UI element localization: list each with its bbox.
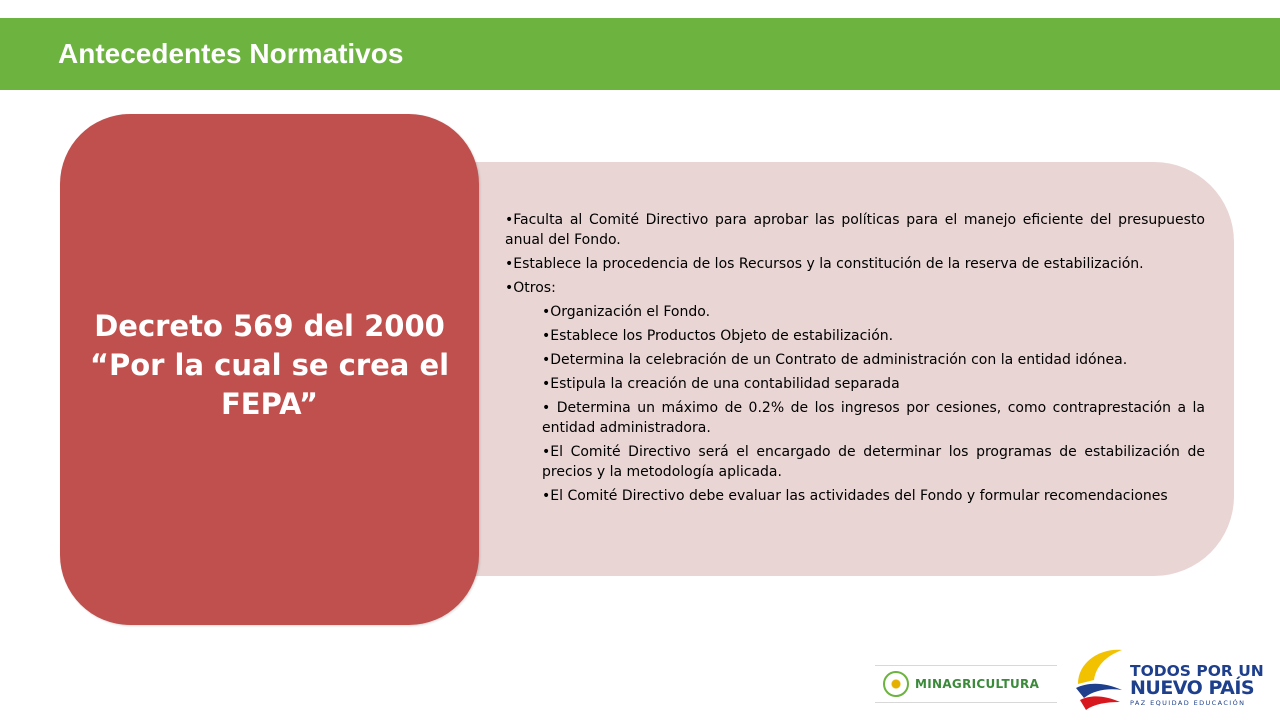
sub-bullet-item: •El Comité Directivo será el encargado de determinar los programas de estabilización de precios y la metodología aplicada. bbox=[542, 444, 1205, 480]
decree-line-1: Decreto 569 del 2000 bbox=[94, 309, 445, 343]
todos-por-un-nuevo-pais-logo bbox=[1070, 644, 1262, 714]
decree-title bbox=[90, 307, 450, 424]
decree-box bbox=[60, 114, 479, 625]
sub-bullet-item: •Determina la celebración de un Contrato de administración con la entidad idónea. bbox=[542, 352, 1128, 368]
logo-tagline: PAZ EQUIDAD EDUCACIÓN bbox=[1130, 699, 1246, 707]
sub-bullet-item: •Estipula la creación de una contabilidad separada bbox=[542, 376, 900, 392]
minagricultura-logo bbox=[875, 665, 1057, 703]
sub-bullet-item: •El Comité Directivo debe evaluar las actividades del Fondo y formular recomendaciones bbox=[542, 488, 1168, 504]
bullet-item: •Faculta al Comité Directivo para aprobar las políticas para el manejo eficiente del presupuesto anual del Fondo. bbox=[505, 212, 1205, 248]
decree-line-2: “Por la cual se crea el bbox=[89, 348, 450, 382]
minagricultura-label: MINAGRICULTURA bbox=[915, 677, 1040, 691]
sub-bullet-item: • Determina un máximo de 0.2% de los ingresos por cesiones, como contraprestación a la entidad administradora. bbox=[542, 400, 1205, 436]
coat-of-arms-icon bbox=[883, 671, 909, 697]
sub-bullet-item: •Organización el Fondo. bbox=[542, 304, 711, 320]
bullet-list bbox=[505, 210, 1205, 510]
logo-line-2: NUEVO PAÍS bbox=[1130, 677, 1255, 699]
sub-bullet-item: •Establece los Productos Objeto de estabilización. bbox=[542, 328, 894, 344]
flag-swoosh-icon bbox=[1070, 644, 1128, 714]
logo-line-1: TODOS POR UN bbox=[1130, 662, 1264, 680]
page-title: Antecedentes Normativos bbox=[58, 38, 404, 69]
bullet-item: •Otros: bbox=[505, 280, 556, 296]
bullet-item: •Establece la procedencia de los Recursos y la constitución de la reserva de estabilización. bbox=[505, 256, 1144, 272]
decree-line-3: FEPA” bbox=[220, 387, 319, 421]
